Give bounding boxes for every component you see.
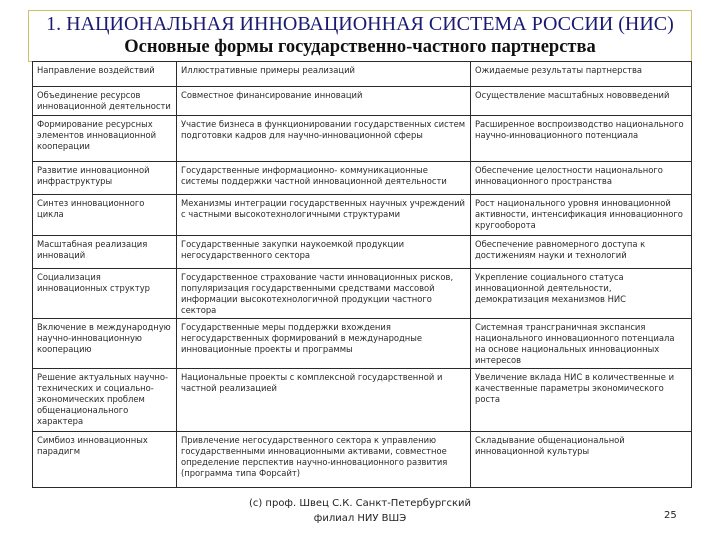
table-cell: Увеличение вклада НИС в количественные и качественные параметры экономического роста — [471, 369, 692, 432]
page-number: 25 — [664, 510, 677, 521]
slide-subtitle: Основные формы государственно-частного партнерства — [124, 37, 596, 57]
table-row — [33, 195, 692, 236]
table-cell: Системная трансграничная экспансия национального инновационного потенциала на основе национальных инновационных интересов — [471, 319, 692, 369]
table-cell: Государственные закупки наукоемкой продукции негосударственного сектора — [177, 236, 471, 269]
slide-title: 1. НАЦИОНАЛЬНАЯ ИННОВАЦИОННАЯ СИСТЕМА РОССИИ (НИС) — [46, 13, 674, 35]
table-cell: Осуществление масштабных нововведений — [471, 87, 692, 116]
table-cell: Привлечение негосударственного сектора к управлению государственными инновационными активами, совместное определение перспектив научно-инновационного развития (программа типа Форсайт) — [177, 432, 471, 488]
footer-line-1: (c) проф. Швец С.К. Санкт-Петербургский — [248, 498, 472, 509]
table-cell: Рост национального уровня инновационной активности, интенсификация инновационного кругооборота — [471, 195, 692, 236]
partnership-table — [32, 61, 692, 488]
table-row — [33, 116, 692, 162]
table-cell: Обеспечение целостности национального инновационного пространства — [471, 162, 692, 195]
table-row — [33, 432, 692, 488]
table-cell: Формирование ресурсных элементов инновационной кооперации — [33, 116, 177, 162]
footer-credit — [220, 496, 500, 526]
table-header-cell: Иллюстративные примеры реализаций — [177, 62, 471, 87]
table-cell: Совместное финансирование инноваций — [177, 87, 471, 116]
table-cell: Государственные информационно- коммуникационные системы поддержки частной инновационной деятельности — [177, 162, 471, 195]
footer-line-2: филиал НИУ ВШЭ — [313, 513, 407, 524]
table-cell: Синтез инновационного цикла — [33, 195, 177, 236]
table-cell: Включение в международную научно-инновационную кооперацию — [33, 319, 177, 369]
table-cell: Складывание общенациональной инновационной культуры — [471, 432, 692, 488]
table-header-cell: Направление воздействий — [33, 62, 177, 87]
table-row — [33, 269, 692, 319]
table-cell: Социализация инновационных структур — [33, 269, 177, 319]
table-cell: Участие бизнеса в функционировании государственных систем подготовки кадров для научно-инновационной сферы — [177, 116, 471, 162]
table-row — [33, 319, 692, 369]
table-cell: Механизмы интеграции государственных научных учреждений с частными высокотехнологичными структурами — [177, 195, 471, 236]
table-cell: Масштабная реализация инноваций — [33, 236, 177, 269]
table-header-row — [33, 62, 692, 87]
table-header-cell: Ожидаемые результаты партнерства — [471, 62, 692, 87]
table-cell: Государственные меры поддержки вхождения негосударственных формирований в международные инновационные проекты и программы — [177, 319, 471, 369]
table-cell: Государственное страхование части инновационных рисков, популяризация государственными средствами массовой информации высокотехнологичной продукции частного сектора — [177, 269, 471, 319]
table-cell: Обеспечение равномерного доступа к достижениям науки и технологий — [471, 236, 692, 269]
table-cell: Решение актуальных научно-технических и социально-экономических проблем общенационального характера — [33, 369, 177, 432]
table-row — [33, 87, 692, 116]
table-cell: Объединение ресурсов инновационной деятельности — [33, 87, 177, 116]
table-cell: Развитие инновационной инфраструктуры — [33, 162, 177, 195]
table-row — [33, 369, 692, 432]
table-cell: Расширенное воспроизводство национального научно-инновационного потенциала — [471, 116, 692, 162]
table-row — [33, 162, 692, 195]
table-cell: Симбиоз инновационных парадигм — [33, 432, 177, 488]
table-cell: Укрепление социального статуса инновационной деятельности, демократизация механизмов НИС — [471, 269, 692, 319]
title-box — [28, 10, 692, 62]
table-row — [33, 236, 692, 269]
table-cell: Национальные проекты с комплексной государственной и частной реализацией — [177, 369, 471, 432]
